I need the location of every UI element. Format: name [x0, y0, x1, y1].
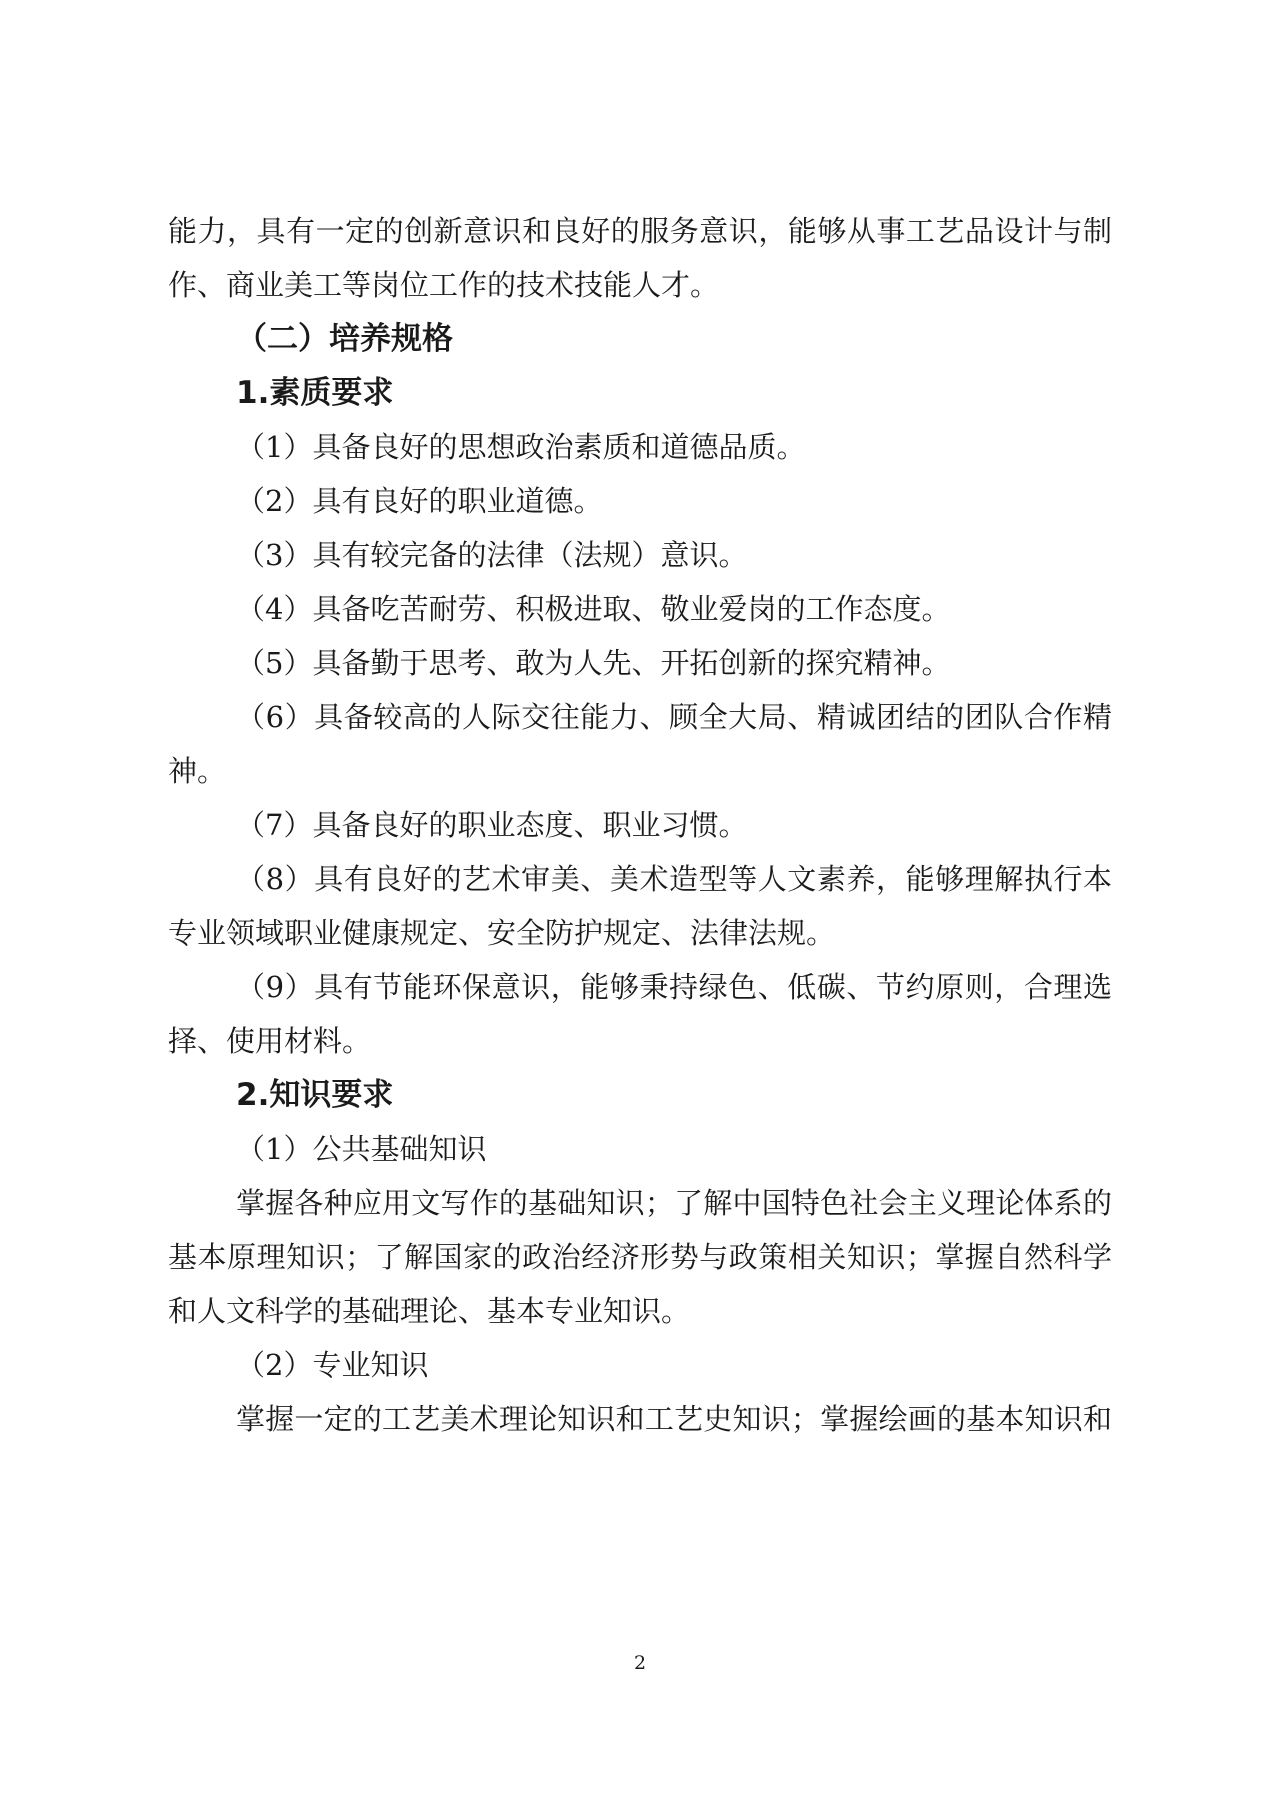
- list-item-continuation: 择、使用材料。: [168, 1024, 372, 1058]
- list-item-continuation: 神。: [168, 754, 227, 788]
- paragraph-line: 掌握各种应用文写作的基础知识；了解中国特色社会主义理论体系的: [236, 1186, 1112, 1220]
- paragraph-line: 能力，具有一定的创新意识和良好的服务意识，能够从事工艺品设计与制: [168, 214, 1112, 248]
- list-item: （7）具备良好的职业态度、职业习惯。: [236, 808, 748, 842]
- list-item: （8）具有良好的艺术审美、美术造型等人文素养，能够理解执行本: [236, 862, 1112, 896]
- subsection-heading: 1.素质要求: [236, 375, 394, 411]
- section-heading: （二）培养规格: [236, 321, 453, 357]
- list-item-title: （1）公共基础知识: [236, 1132, 487, 1166]
- paragraph-line: 基本原理知识；了解国家的政治经济形势与政策相关知识；掌握自然科学: [168, 1240, 1112, 1274]
- list-item-continuation: 专业领域职业健康规定、安全防护规定、法律法规。: [168, 916, 836, 950]
- paragraph-line: 和人文科学的基础理论、基本专业知识。: [168, 1294, 691, 1328]
- list-item: （1）具备良好的思想政治素质和道德品质。: [236, 430, 806, 464]
- paragraph-line: 作、商业美工等岗位工作的技术技能人才。: [168, 268, 720, 302]
- list-item: （5）具备勤于思考、敢为人先、开拓创新的探究精神。: [236, 646, 951, 680]
- paragraph-line: 掌握一定的工艺美术理论知识和工艺史知识；掌握绘画的基本知识和: [236, 1402, 1112, 1436]
- page-number: 2: [633, 1652, 647, 1674]
- list-item-title: （2）专业知识: [236, 1348, 429, 1382]
- list-item: （6）具备较高的人际交往能力、顾全大局、精诚团结的团队合作精: [236, 700, 1112, 734]
- list-item: （9）具有节能环保意识，能够秉持绿色、低碳、节约原则，合理选: [236, 970, 1112, 1004]
- list-item: （2）具有良好的职业道德。: [236, 484, 603, 518]
- list-item: （3）具有较完备的法律（法规）意识。: [236, 538, 748, 572]
- list-item: （4）具备吃苦耐劳、积极进取、敬业爱岗的工作态度。: [236, 592, 951, 626]
- subsection-heading: 2.知识要求: [236, 1077, 394, 1113]
